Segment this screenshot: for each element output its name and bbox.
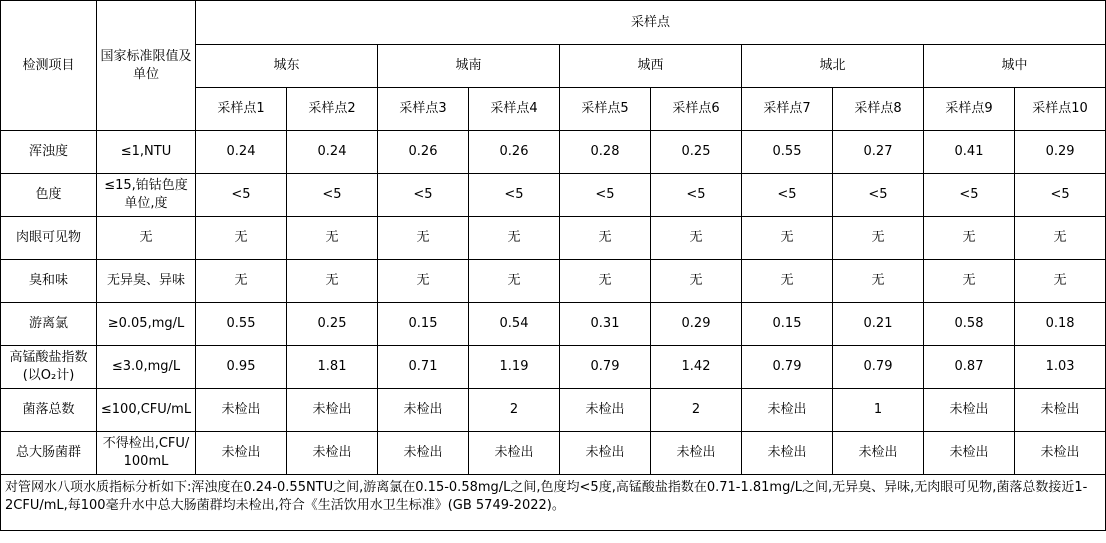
value-cell: 0.26 [378,131,469,174]
value-cell: <5 [742,174,833,217]
value-cell: 无 [742,260,833,303]
value-cell: 无 [469,217,560,260]
district-header: 城北 [742,45,924,88]
value-cell: 0.28 [560,131,651,174]
district-header: 城中 [924,45,1106,88]
value-cell: 0.58 [924,303,1015,346]
table-row [1,432,1106,475]
value-cell: 未检出 [651,432,742,475]
value-cell: 未检出 [287,432,378,475]
item-header: 检测项目 [1,1,97,131]
value-cell: 0.31 [560,303,651,346]
value-cell: 无 [560,217,651,260]
value-cell: 无 [378,217,469,260]
value-cell: <5 [833,174,924,217]
limit-cell: ≤1,NTU [97,131,196,174]
limit-cell: ≤3.0,mg/L [97,346,196,389]
value-cell: 无 [1015,217,1106,260]
value-cell: 无 [742,217,833,260]
value-cell: 0.79 [742,346,833,389]
table-row [1,174,1106,217]
value-cell: 0.21 [833,303,924,346]
value-cell: 0.54 [469,303,560,346]
district-header: 城西 [560,45,742,88]
value-cell: 0.24 [287,131,378,174]
value-cell: <5 [287,174,378,217]
value-cell: 未检出 [1015,389,1106,432]
value-cell: 无 [287,260,378,303]
point-header: 采样点2 [287,88,378,131]
value-cell: 0.95 [196,346,287,389]
value-cell: 无 [924,217,1015,260]
value-cell: 0.29 [1015,131,1106,174]
value-cell: 未检出 [833,432,924,475]
value-cell: 0.79 [833,346,924,389]
item-name-cell: 浑浊度 [1,131,97,174]
limit-cell: ≥0.05,mg/L [97,303,196,346]
value-cell: 无 [1015,260,1106,303]
value-cell: 0.25 [651,131,742,174]
value-cell: 0.79 [560,346,651,389]
value-cell: 无 [651,217,742,260]
value-cell: 未检出 [378,432,469,475]
point-header: 采样点3 [378,88,469,131]
value-cell: 未检出 [560,389,651,432]
table-row [1,217,1106,260]
value-cell: 1 [833,389,924,432]
limit-cell: ≤100,CFU/mL [97,389,196,432]
value-cell: 无 [833,260,924,303]
limit-cell: 无异臭、异味 [97,260,196,303]
item-name-cell: 总大肠菌群 [1,432,97,475]
value-cell: <5 [651,174,742,217]
value-cell: 0.29 [651,303,742,346]
point-header: 采样点1 [196,88,287,131]
item-name-cell: 肉眼可见物 [1,217,97,260]
header-row-sampling [1,1,1106,45]
value-cell: 未检出 [742,389,833,432]
value-cell: <5 [560,174,651,217]
limit-cell: ≤15,铂钴色度单位,度 [97,174,196,217]
value-cell: <5 [378,174,469,217]
value-cell: <5 [924,174,1015,217]
table-row [1,389,1106,432]
item-name-cell: 菌落总数 [1,389,97,432]
value-cell: 未检出 [469,432,560,475]
value-cell: 1.42 [651,346,742,389]
value-cell: 未检出 [924,432,1015,475]
value-cell: 0.15 [742,303,833,346]
district-header: 城东 [196,45,378,88]
value-cell: 2 [651,389,742,432]
value-cell: 0.27 [833,131,924,174]
value-cell: 未检出 [378,389,469,432]
value-cell: 1.81 [287,346,378,389]
table-row [1,131,1106,174]
value-cell: 无 [469,260,560,303]
value-cell: 0.55 [196,303,287,346]
value-cell: 0.18 [1015,303,1106,346]
value-cell: 0.15 [378,303,469,346]
summary-note: 对管网水八项水质指标分析如下:浑浊度在0.24-0.55NTU之间,游离氯在0.15-0.58mg/L之间,色度均<5度,高锰酸盐指数在0.71-1.81mg/L之间,无异臭、异味,无肉眼可见物,菌落总数接近1-2CFU/mL,每100毫升水中总大肠菌群均未检出,符合《生活饮用水卫生标准》(GB 5749-2022)。 [1,475,1106,531]
value-cell: 1.19 [469,346,560,389]
value-cell: <5 [1015,174,1106,217]
limit-cell: 无 [97,217,196,260]
summary-row [1,475,1106,531]
value-cell: <5 [196,174,287,217]
value-cell: <5 [469,174,560,217]
value-cell: 0.26 [469,131,560,174]
point-header: 采样点6 [651,88,742,131]
district-header: 城南 [378,45,560,88]
point-header: 采样点10 [1015,88,1106,131]
point-header: 采样点8 [833,88,924,131]
value-cell: 0.24 [196,131,287,174]
value-cell: 未检出 [196,432,287,475]
value-cell: 无 [651,260,742,303]
value-cell: 0.87 [924,346,1015,389]
table-row [1,346,1106,389]
value-cell: 未检出 [1015,432,1106,475]
value-cell: 无 [924,260,1015,303]
item-name-cell: 游离氯 [1,303,97,346]
value-cell: 无 [378,260,469,303]
value-cell: 无 [287,217,378,260]
point-header: 采样点5 [560,88,651,131]
value-cell: 0.41 [924,131,1015,174]
value-cell: 未检出 [287,389,378,432]
table-row [1,260,1106,303]
value-cell: 0.55 [742,131,833,174]
value-cell: 未检出 [924,389,1015,432]
value-cell: 1.03 [1015,346,1106,389]
table-row [1,303,1106,346]
limit-header: 国家标准限值及单位 [97,1,196,131]
value-cell: 无 [560,260,651,303]
value-cell: 未检出 [560,432,651,475]
value-cell: 0.25 [287,303,378,346]
sampling-header: 采样点 [196,1,1106,45]
point-header: 采样点9 [924,88,1015,131]
item-name-cell: 色度 [1,174,97,217]
point-header: 采样点7 [742,88,833,131]
value-cell: 2 [469,389,560,432]
value-cell: 未检出 [742,432,833,475]
value-cell: 无 [196,260,287,303]
value-cell: 0.71 [378,346,469,389]
value-cell: 无 [196,217,287,260]
value-cell: 未检出 [196,389,287,432]
value-cell: 无 [833,217,924,260]
item-name-cell: 高锰酸盐指数(以O₂计) [1,346,97,389]
limit-cell: 不得检出,CFU/100mL [97,432,196,475]
item-name-cell: 臭和味 [1,260,97,303]
point-header: 采样点4 [469,88,560,131]
